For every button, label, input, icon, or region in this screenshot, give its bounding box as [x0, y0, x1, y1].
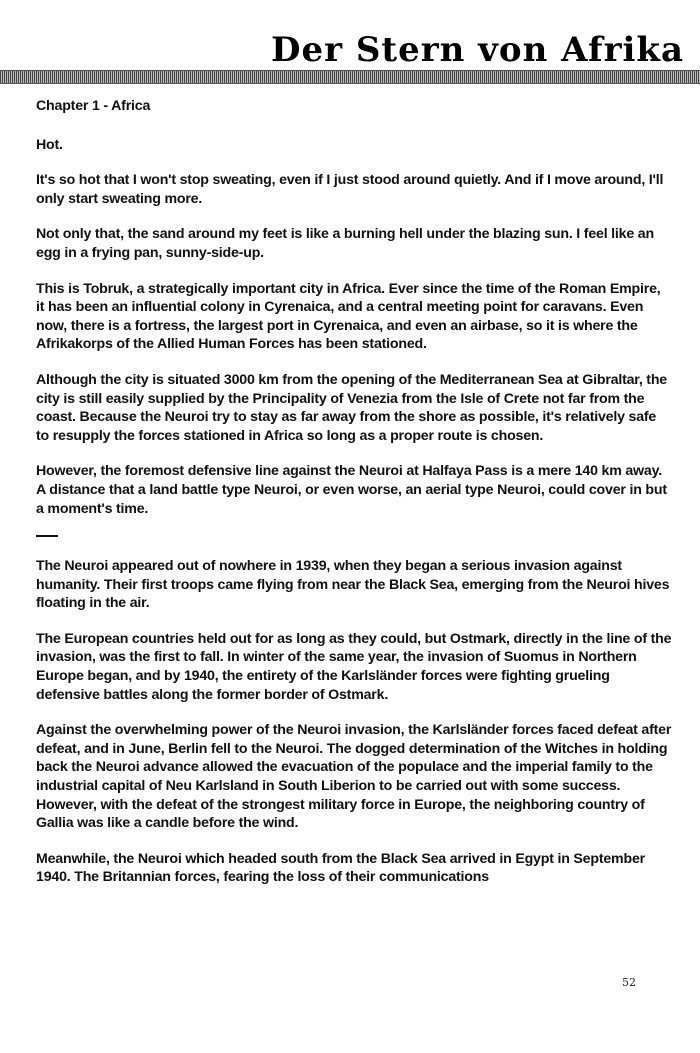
paragraph-1: Hot. — [36, 136, 63, 153]
paragraph-10: Meanwhile, the Neuroi which headed south from the Black Sea arrived in Egypt in September 1940. The Britannian forces, fearing the loss of their communications — [36, 850, 645, 886]
chapter-title: Chapter 1 - Africa — [36, 98, 151, 114]
page-number: 52 — [622, 976, 636, 989]
paragraph-7: The Neuroi appeared out of nowhere in 1939, when they began a serious invasion against humanity. Their first troops came flying from near the Black Sea, emerging from the Neuroi hives floating in the air. — [36, 558, 670, 612]
header-divider — [0, 70, 700, 84]
paragraph-4: This is Tobruk, a strategically important city in Africa. Ever since the time of the Roman Empire, it has been an influential colony in Cyrenaica, and a central meeting point for caravans. Even now, there is a fortress, the largest port in Cyrenaica, and even an airbase, so it is where the Afrikakorps of the Allied Human Forces has been stationed. — [36, 280, 661, 353]
paragraph-5: Although the city is situated 3000 km from the opening of the Mediterranean Sea at Gibraltar, the city is still easily supplied by the Principality of Venezia from the Isle of Crete not far from the coast. Because the Neuroi try to stay as far away from the shore as possible, it's relatively safe to resupply the forces stationed in Africa so long as a proper route is chosen. — [36, 371, 667, 444]
paragraph-9: Against the overwhelming power of the Neuroi invasion, the Karlsländer forces faced defeat after defeat, and in June, Berlin fell to the Neuroi. The dogged determination of the Witches in holding back the Neuroi advance allowed the evacuation of the populace and the imperial family to the industrial capital of Neu Karlsland in South Liberion to be carried out with some success. However, with the defeat of the strongest military force in Europe, the neighboring country of Gallia was like a candle before the wind. — [36, 722, 672, 832]
paragraph-8: The European countries held out for as long as they could, but Ostmark, directly in the line of the invasion, was the first to fall. In winter of the same year, the invasion of Suomus in Northern Europe began, and by 1940, the entirety of the Karlsländer forces were fighting grueling defensive battles along the former border of Ostmark. — [36, 630, 672, 703]
paragraph-6: However, the foremost defensive line against the Neuroi at Halfaya Pass is a mere 140 km away. A distance that a land battle type Neuroi, or even worse, an aerial type Neuroi, could cover in but a moment's time. — [36, 463, 667, 517]
paragraph-2: It's so hot that I won't stop sweating, even if I just stood around quietly. And if I move around, I'll only start sweating more. — [36, 172, 664, 207]
paragraph-3: Not only that, the sand around my feet is like a burning hell under the blazing sun. I feel like an egg in a frying pan, sunny-side-up. — [36, 226, 654, 261]
section-separator — [36, 535, 58, 537]
page-body — [36, 97, 672, 904]
book-title-header: Der Stern von Afrika — [270, 30, 684, 70]
